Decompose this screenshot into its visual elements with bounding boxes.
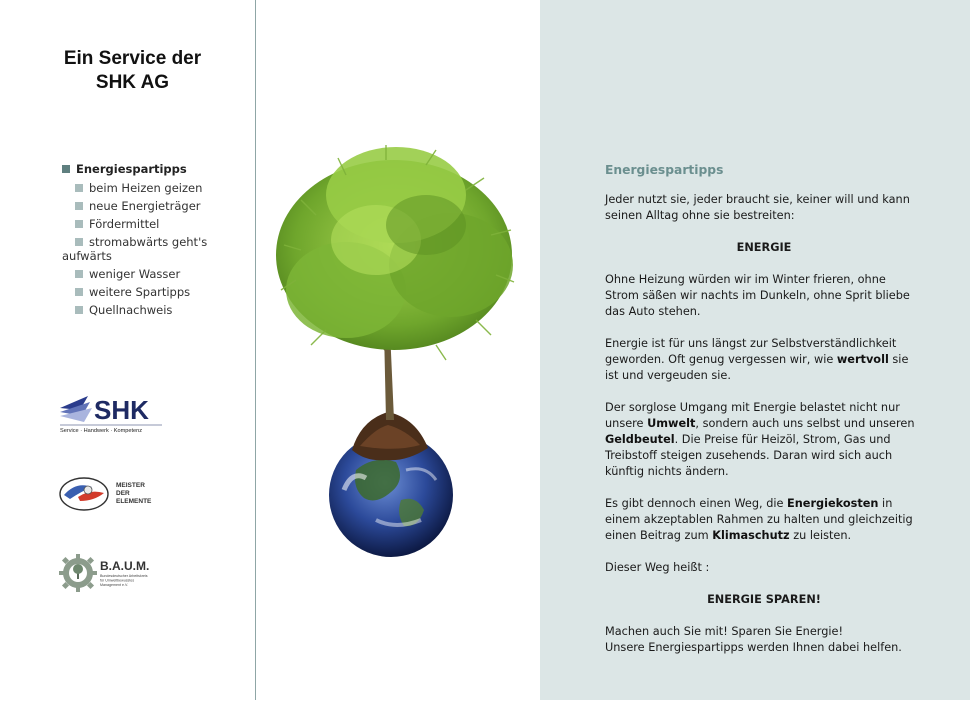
text-span: , sondern auch uns selbst und unseren — [695, 417, 915, 430]
nav-menu — [62, 162, 242, 321]
nav-item-energiespartipps[interactable] — [62, 162, 242, 176]
tree-on-globe-image — [256, 0, 540, 700]
baum-sub2: für Umweltbewusstes — [100, 578, 135, 583]
nav-label: Fördermittel — [89, 217, 160, 231]
nav-item-heizen[interactable] — [62, 181, 242, 195]
bold-klimaschutz: Klimaschutz — [712, 529, 790, 542]
text-span: Es gibt dennoch einen Weg, die — [605, 497, 788, 510]
nav-label-cont: aufwärts — [62, 249, 112, 263]
nav-label: stromabwärts geht's — [89, 235, 208, 249]
bullet-icon — [75, 238, 83, 246]
bullet-icon — [75, 184, 83, 192]
nav-label: beim Heizen geizen — [89, 181, 203, 195]
meister-line2: DER — [116, 490, 130, 497]
bullet-icon — [62, 165, 70, 173]
paragraph-weg — [605, 496, 923, 544]
bullet-icon — [75, 288, 83, 296]
content-title: Energiespartipps — [605, 163, 724, 177]
text-span: zu leisten. — [789, 529, 852, 542]
shk-logo-text: SHK — [94, 395, 149, 425]
bullet-icon — [75, 220, 83, 228]
meister-line1: MEISTER — [116, 482, 145, 489]
bold-wertvoll: wertvoll — [836, 353, 889, 366]
paragraph-umgang — [605, 400, 923, 480]
closing-line2: Unsere Energiespartipps werden Ihnen dabei helfen. — [605, 641, 902, 654]
text-span: sie ist und vergeuden sie. — [605, 353, 909, 382]
bullet-icon — [75, 306, 83, 314]
nav-item-foerdermittel[interactable] — [62, 217, 242, 231]
paragraph-closing — [605, 624, 923, 656]
sidebar — [0, 0, 256, 700]
nav-label: neue Energieträger — [89, 199, 201, 213]
text-span: Der sorglose Umgang mit Energie belastet nicht nur unsere — [605, 401, 900, 430]
baum-sub3: Management e.V. — [100, 583, 129, 587]
paragraph-intro: Jeder nutzt sie, jeder braucht sie, keiner will und kann seinen Alltag ohne sie bestreiten: — [605, 193, 910, 222]
shk-swoosh-icon — [60, 396, 92, 422]
site-title-line2: SHK AG — [95, 72, 170, 93]
content-panel — [540, 0, 970, 700]
bullet-icon — [75, 202, 83, 210]
shk-logo[interactable] — [58, 392, 168, 434]
site-title-line1: Ein Service der — [63, 48, 202, 69]
bold-energiekosten: Energiekosten — [787, 497, 879, 510]
baum-logo[interactable] — [58, 553, 168, 595]
paragraph-selbstverstaendlich — [605, 336, 923, 384]
site-title — [20, 47, 245, 95]
nav-item-spartipps[interactable] — [62, 285, 242, 299]
text-span: . Die Preise für Heizöl, Strom, Gas und Treibstoff steigen zusehends. Daran wird sich auch künftig nichts ändern. — [605, 433, 893, 478]
meister-line3: ELEMENTE — [116, 498, 152, 505]
nav-item-quellnachweis[interactable] — [62, 303, 242, 317]
nav-item-energietraeger[interactable] — [62, 199, 242, 213]
baum-sub1: Bundesdeutscher Arbeitskreis — [100, 574, 148, 578]
heading-energie-sparen: ENERGIE SPAREN! — [707, 593, 821, 606]
paragraph-heizung: Ohne Heizung würden wir im Winter frieren, ohne Strom säßen wir nachts im Dunkeln, ohne Sprit bliebe das Auto stehen. — [605, 273, 910, 318]
text-span: in einem akzeptablen Rahmen zu halten und gleichzeitig einen Beitrag zum — [605, 497, 913, 542]
meister-der-elemente-logo[interactable] — [58, 475, 168, 513]
bold-umwelt: Umwelt — [647, 417, 696, 430]
baum-logo-text: B.A.U.M. — [100, 559, 150, 573]
bullet-icon — [75, 270, 83, 278]
closing-line1: Machen auch Sie mit! Sparen Sie Energie! — [605, 625, 844, 638]
text-span: Energie ist für uns längst zur Selbstverständlichkeit geworden. Oft genug vergessen wir, wie — [605, 337, 897, 366]
content-text — [605, 162, 923, 672]
nav-label: weitere Spartipps — [89, 285, 191, 299]
paragraph-weg-heisst: Dieser Weg heißt : — [605, 561, 710, 574]
nav-label: weniger Wasser — [89, 267, 181, 281]
nav-item-wasser[interactable] — [62, 267, 242, 281]
nav-item-stromabwaerts[interactable] — [62, 235, 242, 263]
nav-label: Energiespartipps — [76, 162, 187, 176]
heading-energie: ENERGIE — [736, 241, 792, 254]
gear-tree-icon — [59, 554, 97, 592]
shk-logo-tagline: Service · Handwerk · Kompetenz — [60, 428, 143, 434]
bold-geldbeutel: Geldbeutel — [605, 433, 675, 446]
illustration-column — [256, 0, 540, 700]
nav-label: Quellnachweis — [89, 303, 173, 317]
